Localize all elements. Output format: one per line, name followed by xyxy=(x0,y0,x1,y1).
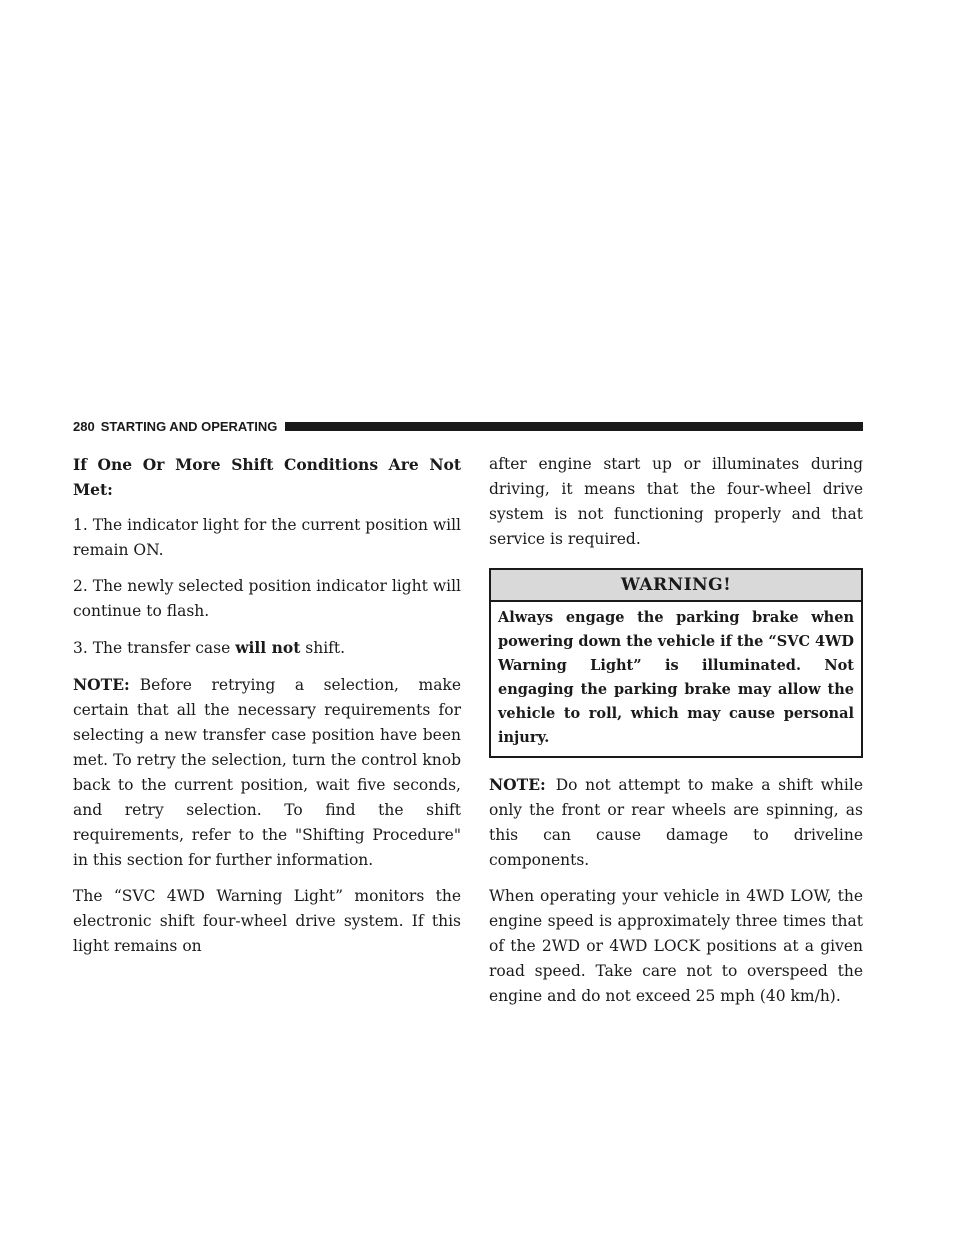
page-header xyxy=(73,418,863,434)
note-label-2: NOTE: xyxy=(489,775,546,794)
list-item-3-prefix: 3. The transfer case xyxy=(73,639,236,657)
list-item-3-emphasis: will not xyxy=(235,638,301,657)
note-paragraph-2 xyxy=(489,772,863,873)
low-range-paragraph: When operating your vehicle in 4WD LOW, the engine speed is approximately three times that of the 2WD or 4WD LOCK positions at a given road speed. Take care not to overspeed the engine and do not exceed 25 mph (40 km/h). xyxy=(489,887,863,1005)
list-item-3 xyxy=(73,635,461,661)
subheading: If One Or More Shift Conditions Are Not Met: xyxy=(73,455,461,499)
note-text-2: Do not attempt to make a shift while only the front or rear wheels are spinning, as this can cause damage to driveline components. xyxy=(489,776,863,869)
warning-title: WARNING! xyxy=(491,570,861,602)
page-number: 280 xyxy=(73,418,95,434)
right-column xyxy=(489,452,863,1020)
note-text: Before retrying a selection, make certain that all the necessary requirements for selecting a new transfer case position have been met. To retry the selection, turn the control knob back to the current position, wait five seconds, and retry selection. To find the shift requirements, refer to the "Shifting Procedure" in this section for further information. xyxy=(73,676,461,869)
left-column xyxy=(73,452,461,970)
warning-box xyxy=(489,568,863,758)
svc-paragraph: The “SVC 4WD Warning Light” monitors the electronic shift four-wheel drive system. If this light remains on xyxy=(73,887,461,955)
section-title: STARTING AND OPERATING xyxy=(100,418,278,434)
header-rule xyxy=(285,422,863,431)
list-item-1: 1. The indicator light for the current position will remain ON. xyxy=(73,516,461,559)
note-label: NOTE: xyxy=(73,675,130,694)
list-item-3-suffix: shift. xyxy=(300,639,346,657)
note-paragraph xyxy=(73,672,461,873)
warning-body: Always engage the parking brake when powering down the vehicle if the “SVC 4WD Warning Light” is illuminated. Not engaging the parking brake may allow the vehicle to roll, which may cause personal injury. xyxy=(498,609,855,746)
list-item-2: 2. The newly selected position indicator light will continue to flash. xyxy=(73,577,461,620)
svc-paragraph-continued: after engine start up or illuminates during driving, it means that the four-wheel drive system is not functioning properly and that service is required. xyxy=(489,455,863,548)
